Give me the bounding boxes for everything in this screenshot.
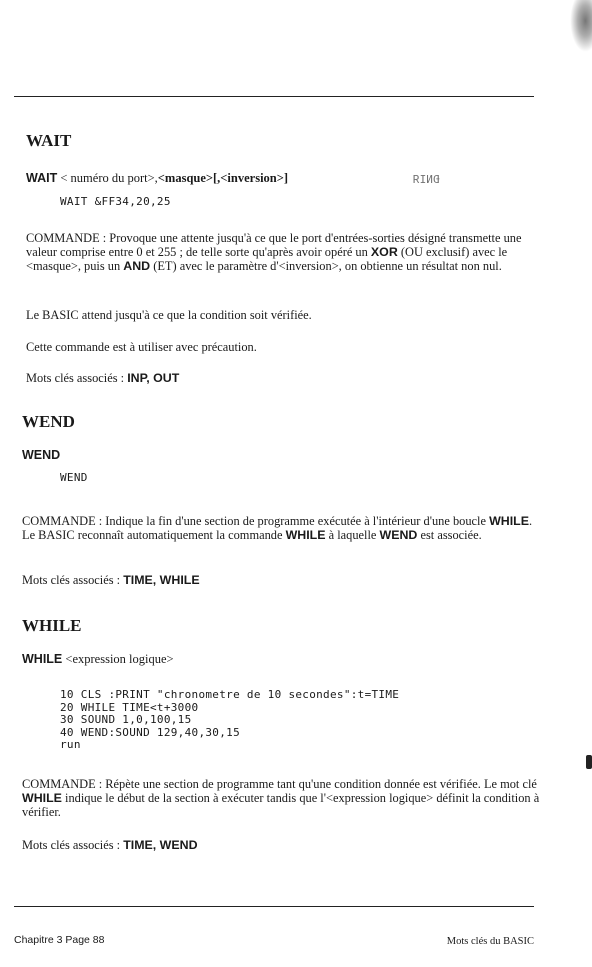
wait-description-3: Cette commande est à utiliser avec précaution. <box>26 340 257 354</box>
kw-xor: XOR <box>370 245 398 259</box>
section-title-wait: WAIT <box>26 131 72 150</box>
kw-and: AND <box>123 259 151 273</box>
wait-description: COMMANDE : Provoque une attente jusqu'à ce que le port d'entrées-sorties désigné transmette une valeur comprise entre 0 et 255 ; de telle sorte qu'après avoir opéré un XOR (OU exclusif) avec le <masque>, puis un AND (ET) avec le paramètre d'<inversion>, on obtienne un résultat non nul. <box>26 231 522 273</box>
wend-syntax-keyword: WEND <box>22 448 61 462</box>
top-rule <box>14 96 534 97</box>
scan-smudge-top <box>570 0 592 52</box>
bleed-through-text: ÐNIЯ <box>413 173 440 186</box>
while-syntax: WHILE <expression logique> <box>22 652 174 666</box>
wait-related-keywords: Mots clés associés : INP, OUT <box>26 371 180 385</box>
wend-syntax <box>22 448 60 463</box>
while-description: COMMANDE : Répète une section de programme tant qu'une condition donnée est vérifiée. Le mot clé WHILE indique le début de la section à exécuter tandis que l'<expression logique> définit la condition à vérifier. <box>22 777 540 819</box>
footer-section-name: Mots clés du BASIC <box>446 936 534 947</box>
scan-smudge-right <box>586 755 592 769</box>
footer-chapter-page: Chapitre 3 Page 88 <box>14 934 105 946</box>
wait-code-example: WAIT &FF34,20,25 <box>60 195 171 208</box>
wait-syntax-args: < numéro du port>, <box>57 171 158 185</box>
while-related-keywords: Mots clés associés : TIME, WEND <box>22 838 198 852</box>
while-code-example: 10 CLS :PRINT "chronometre de 10 secondes":t=TIME 20 WHILE TIME<t+3000 30 SOUND 1,0,100,15 40 WEND:SOUND 129,40,30,15 run <box>60 688 400 751</box>
section-title-while: WHILE <box>22 616 82 635</box>
wait-description-2: Le BASIC attend jusqu'à ce que la condition soit vérifiée. <box>26 308 312 322</box>
bottom-rule <box>14 906 534 907</box>
while-syntax-keyword: WHILE <box>22 652 63 666</box>
wait-syntax-args-bold: <masque>[,<inversion>] <box>157 171 289 185</box>
wend-related-keywords: Mots clés associés : TIME, WHILE <box>22 573 200 587</box>
wend-code-example: WEND <box>60 471 88 484</box>
wait-syntax <box>26 171 288 186</box>
section-title-wend: WEND <box>22 412 75 431</box>
wend-description: COMMANDE : Indique la fin d'une section de programme exécutée à l'intérieur d'une boucle WHILE. Le BASIC reconnaît automatiquement la commande WHILE à laquelle WEND est associée. <box>22 514 533 542</box>
wait-syntax-keyword: WAIT <box>26 171 58 185</box>
